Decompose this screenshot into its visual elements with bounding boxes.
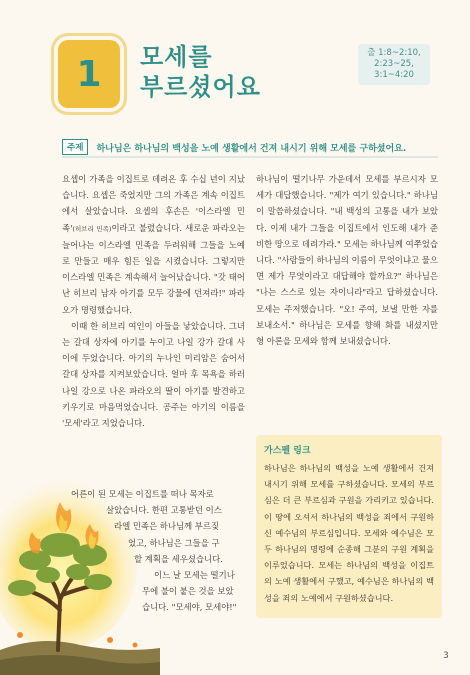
- scripture-reference: [358, 44, 430, 85]
- theme-text: 하나님은 하나님의 백성을 노예 생활에서 건져 내시기 위해 모세를 구하셨어요.: [96, 143, 407, 154]
- gospel-link-box: [256, 435, 442, 618]
- scripture-reference-line3: 3:1~4:20: [374, 70, 414, 80]
- left-p3-line-7: 무에 불이 붙은 것을 보았: [142, 586, 234, 597]
- scripture-reference-line1: 출 1:8~2:10,: [367, 48, 421, 58]
- gospel-link-body: 하나님은 하나님의 백성을 노예 생활에서 건져 내시기 위해 모세를 구하셨습니다. 모세의 부르심은 더 큰 부르심과 구원을 가리키고 있습니다. 이 땅에 오셔서 하나님의 백성을 죄에서 구원하신 예수님의 부르심입니다. 모세와 예수님은 모두 하나님의 명령에 순종해 그분의 구원 계획을 이루었습니다. 모세는 하나님의 백성을 이집트의 노예 생활에서 구했고, 예수님은 하나님의 백성을 죄의 노예에서 구원하셨습니다.: [264, 463, 434, 603]
- left-p3-line-5: 할 계획을 세우셨습니다.: [134, 553, 223, 564]
- left-paragraph-1-b: 이라고 불렸습니다. 새로운 파라오는 늘어나는 이스라엘 민족을 두려워해 그들을 노예로 만들고 매우 힘든 일을 시켰습니다. 그렇지만 이스라엘 민족은 계속해서 늘어났습니다. "갓 태어난 히브리 남자 아기를 모두 강물에 던져라!" 파라오가 명령했습니다.: [62, 222, 245, 315]
- lesson-number-badge: 1: [58, 40, 120, 108]
- left-paragraph-1-a: 요셉이 가족을 이집트로 데려온 후 수십 년이 지났습니다. 요셉은 죽었지만 그의 가족은 계속 이집트에서 살았습니다. 요셉의 후손은 '이스라엘 민족': [62, 174, 245, 233]
- left-paragraph-1-note: (히브리 민족): [72, 224, 112, 233]
- right-paragraph: 하나님이 떨기나무 가운데서 모세를 부르시자 모세가 대답했습니다. "제가 여기 있습니다." 하나님이 말씀하셨습니다. "내 백성의 고통을 내가 보았다. 이제 내가 그들을 이집트에서 인도해 내가 준비한 땅으로 데려가라." 모세는 하나님께 여쭈었습니다. "사람들이 하나님의 이름이 무엇이냐고 물으면 제가 무엇이라고 대답해야 할까요?" 하나님은 "나는 스스로 있는 자이니라"라고 답하셨습니다. 모세는 주저했습니다. "오! 주여, 보낼 만한 자를 보내소서." 하나님은 모세를 향해 화를 내셨지만 형 아론을 모세와 함께 보내셨습니다.: [256, 174, 438, 347]
- left-paragraph-2: 이때 한 히브리 여인이 아들을 낳았습니다. 그녀는 갈대 상자에 아기를 누이고 나일 강가 갈대 사이에 두었습니다. 아기의 누나인 미리암은 숨어서 갈대 상자를 지켜보았습니다. 얼마 후 목욕을 하러 나일 강으로 나온 파라오의 딸이 아기를 발견하고 키우기로 마음먹었습니다. 공주는 아기의 이름을 '모세'라고 지었습니다.: [62, 320, 245, 429]
- scripture-reference-line2: 2:23~25,: [374, 59, 414, 69]
- left-p3-line-1: 어른이 된 모세는 이집트를 떠나 목자로: [71, 489, 214, 499]
- left-column: [62, 171, 245, 431]
- left-p3-line-4: 었고, 하나님은 그들을 구: [128, 537, 220, 548]
- theme-tag: 주제: [62, 139, 88, 155]
- right-column: [256, 171, 438, 349]
- lesson-title-line1: 모세를: [140, 43, 213, 71]
- gospel-link-title: 가스펠 링크: [264, 446, 311, 456]
- left-paragraph-1: [62, 171, 245, 318]
- left-paragraph-3: [62, 486, 245, 616]
- left-p3-line-8: 습니다. "모세야, 모세야!": [142, 602, 237, 613]
- left-p3-line-3: 라엘 민족은 하나님께 부르짖: [114, 521, 220, 532]
- lesson-title-line2: 부르셨어요: [140, 73, 261, 101]
- lesson-title: [140, 42, 340, 102]
- theme-bar: [62, 138, 438, 158]
- left-p3-line-2: 살았습니다. 한편 고통받던 이스: [106, 505, 222, 516]
- left-p3-line-6: 이느 날 모세는 떨기나: [154, 570, 235, 581]
- page-number: 3: [443, 651, 449, 661]
